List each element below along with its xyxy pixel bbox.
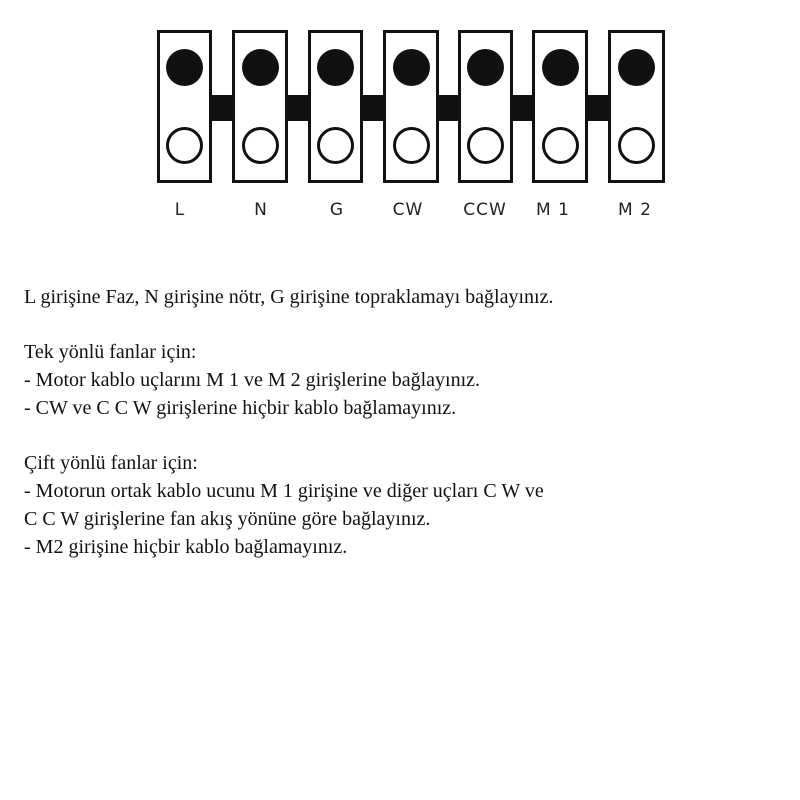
terminal-block-diagram [0,0,800,230]
dual-direction-line: - M2 girişine hiçbir kablo bağlamayınız. [24,536,348,558]
terminal-screw-icon [467,49,504,86]
terminal-L [157,30,212,183]
single-direction-section [24,338,784,422]
wiring-instructions [24,283,784,588]
terminal-screw-icon [317,49,354,86]
terminal-screw-icon [542,49,579,86]
terminal-screw-icon [242,49,279,86]
terminal-CCW [458,30,513,183]
terminal-N [232,30,288,183]
terminal-socket-icon [166,127,203,164]
terminal-screw-icon [393,49,430,86]
intro-text: L girişine Faz, N girişine nötr, G girişine topraklamayı bağlayınız. [24,286,554,308]
dual-direction-heading: Çift yönlü fanlar için: [24,452,198,474]
intro-paragraph [24,283,784,311]
dual-direction-line: C C W girişlerine fan akış yönüne göre bağlayınız. [24,508,431,530]
terminal-socket-icon [467,127,504,164]
terminal-G [308,30,363,183]
dual-direction-section [24,449,784,561]
dual-direction-line: - Motorun ortak kablo ucunu M 1 girişine ve diğer uçları C W ve [24,480,544,502]
terminal-socket-icon [242,127,279,164]
terminal-label-CCW: CCW [463,200,507,220]
terminal-label-L: L [174,200,186,220]
terminal-label-M1: M 1 [536,200,570,220]
terminal-label-CW: CW [392,200,424,220]
terminal-label-N: N [254,200,268,220]
single-direction-line: - CW ve C C W girişlerine hiçbir kablo bağlamayınız. [24,397,457,419]
terminal-screw-icon [618,49,655,86]
single-direction-heading: Tek yönlü fanlar için: [24,341,197,363]
terminal-label-G: G [329,200,345,220]
terminal-M2 [608,30,665,183]
terminal-socket-icon [542,127,579,164]
terminal-socket-icon [393,127,430,164]
terminal-label-M2: M 2 [618,200,652,220]
terminal-screw-icon [166,49,203,86]
single-direction-line: - Motor kablo uçlarını M 1 ve M 2 girişlerine bağlayınız. [24,369,481,391]
terminal-M1 [532,30,588,183]
terminal-socket-icon [618,127,655,164]
terminal-socket-icon [317,127,354,164]
terminal-CW [383,30,439,183]
